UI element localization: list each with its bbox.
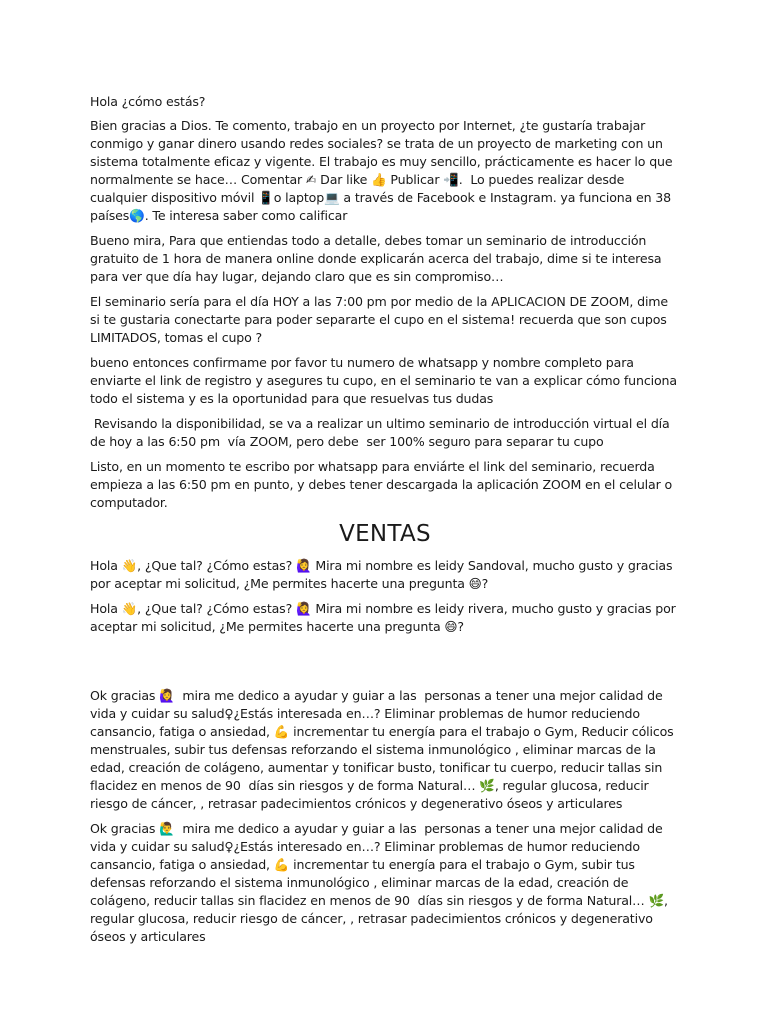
seminar-info-paragraph: Bueno mira, Para que entiendas todo a detalle, debes tomar un seminario de introducción gratuito de 1 hora de manera online donde explicarán acerca del trabajo, dime si te interesa para ver que día hay lugar, dejando claro que es sin compromiso… [90,233,666,284]
availability-paragraph: Revisando la disponibilidad, se va a realizar un ultimo seminario de introducción virtual el día de hoy a las 6:50 pm vía ZOOM, pero debe ser 100% seguro para separar tu cupo [90,416,674,449]
sales-greeting-paragraph: Hola 👋, ¿Que tal? ¿Cómo estas? 🙋‍♀️ Mira mi nombre es leidy rivera, mucho gusto y gracias por aceptar mi solicitud, ¿Me permites hacerte una pregunta 😄? [90,601,680,634]
health-pitch-paragraph: Ok gracias 🙋‍♂️ mira me dedico a ayudar y guiar a las personas a tener una mejor calidad de vida y cuidar su salud♀¿Estás interesado en…? Eliminar problemas de humor reduciendo cansancio, fatiga o ansiedad, 💪 incrementar tu energía para el trabajo o Gym, subir tus defensas reforzando el sistema inmunológico , eliminar marcas de la edad, creación de colágeno, reducir tallas sin flacidez en menos de 90 días sin riesgos y de forma Natural… 🌿, regular glucosa, reducir riesgo de cáncer, , retrasar padecimientos crónicos y degenerativo óseos y articulares [90,821,672,944]
closing-paragraph: Listo, en un momento te escribo por whatsapp para enviárte el link del seminario, recuerda empieza a las 6:50 pm en punto, y debes tener descargada la aplicación ZOOM en el celular o computador. [90,459,676,510]
greeting-paragraph: Hola ¿cómo estás? [90,94,206,109]
intro-paragraph: Bien gracias a Dios. Te comento, trabajo en un proyecto por Internet, ¿te gustaría trabajar conmigo y ganar dinero usando redes sociales? se trata de un proyecto de marketing con un sistema totalmente eficaz y vigente. El trabajo es muy sencillo, prácticamente es hacer lo que normalmente se hace… Comentar ✍ Dar like 👍 Publicar 📲. Lo puedes realizar desde cualquier dispositivo móvil 📱o laptop💻 a través de Facebook e Instagram. ya funciona en 38 países🌎. Te interesa saber como calificar [90,118,677,223]
sales-greeting-paragraph: Hola 👋, ¿Que tal? ¿Cómo estas? 🙋‍♀️ Mira mi nombre es leidy Sandoval, mucho gusto y gracias por aceptar mi solicitud, ¿Me permites hacerte una pregunta 😄? [90,558,677,591]
document-body [90,93,680,953]
section-heading: VENTAS [339,521,431,547]
whatsapp-confirm-paragraph: bueno entonces confirmame por favor tu numero de whatsapp y nombre completo para enviarte el link de registro y asegures tu cupo, en el seminario te van a explicar cómo funciona todo el sistema y es la oportunidad para que resuelvas tus dudas [90,355,681,406]
health-pitch-paragraph: Ok gracias 🙋‍♀️ mira me dedico a ayudar y guiar a las personas a tener una mejor calidad de vida y cuidar su salud♀¿Estás interesada en…? Eliminar problemas de humor reduciendo cansancio, fatiga o ansiedad, 💪 incrementar tu energía para el trabajo o Gym, Reducir cólicos menstruales, subir tus defensas reforzando el sistema inmunológico , eliminar marcas de la edad, creación de colágeno, aumentar y tonificar busto, tonificar tu cuerpo, reducir tallas sin flacidez en menos de 90 días sin riesgos y de forma Natural… 🌿, regular glucosa, reducir riesgo de cáncer, , retrasar padecimientos crónicos y degenerativo óseos y articulares [90,688,678,811]
seminar-time-paragraph: El seminario sería para el día HOY a las 7:00 pm por medio de la APLICACION DE ZOOM, dime si te gustaria conectarte para poder separarte el cupo en el sistema! recuerda que son cupos LIMITADOS, tomas el cupo ? [90,294,672,345]
blank-space [90,643,680,687]
